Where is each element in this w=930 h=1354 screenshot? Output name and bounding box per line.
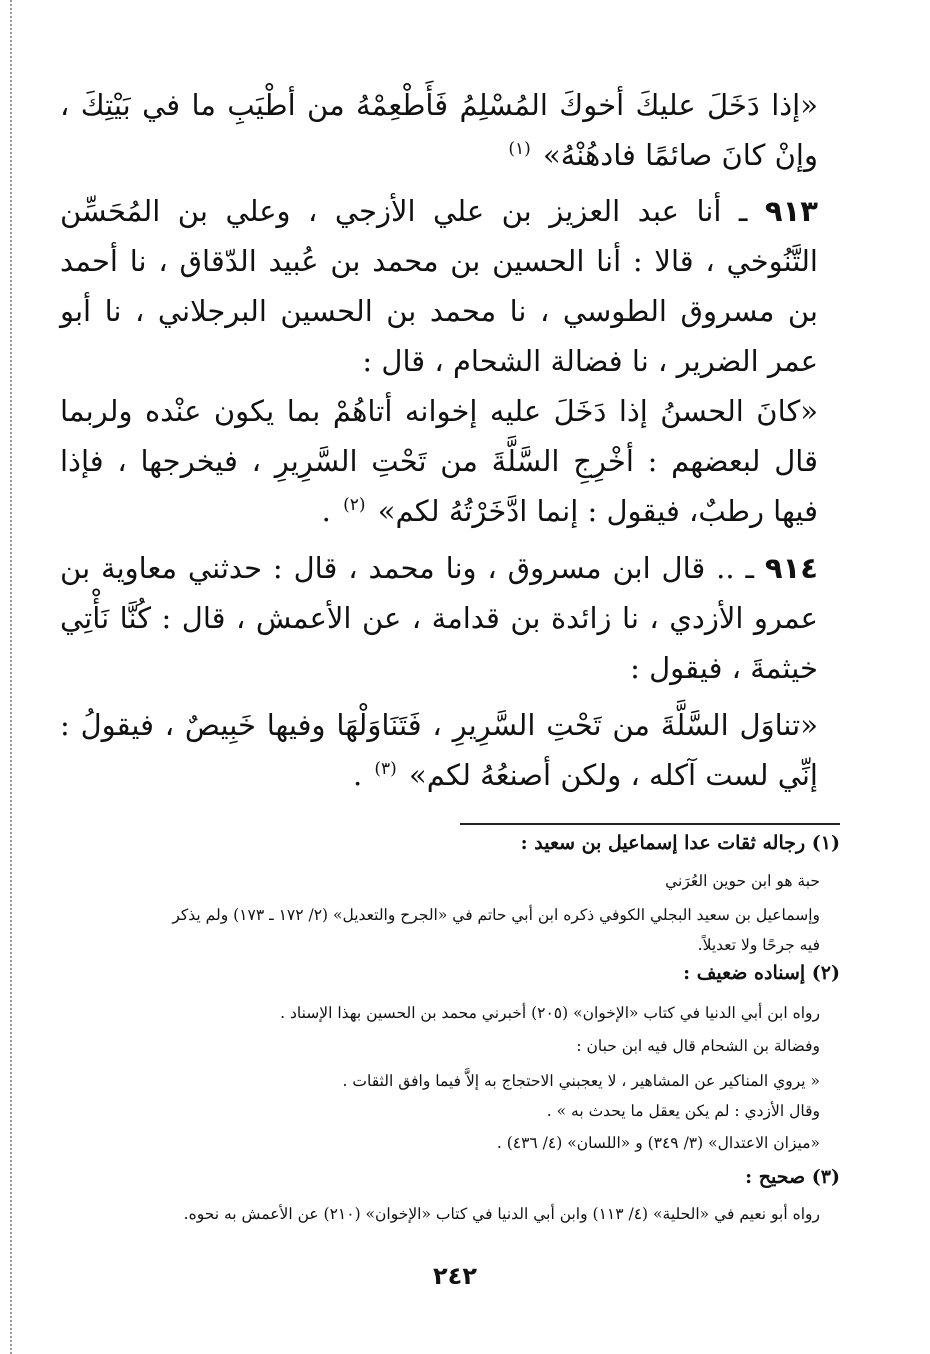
footnote-3-heading: (٣) صحيح : [745,1166,840,1188]
footnote-1-line-3: فيه جرحًا ولا تعديلاً. [697,936,820,954]
quote-paragraph-2 [60,386,818,536]
quote-1-text: «إذا دَخَلَ عليكَ أخوكَ المُسْلِمُ فَأَطْعِمْهُ من أطْيَبِ ما في بَيْتِكَ ، وإنْ كانَ صائمًا فادهُنْهُ» [60,88,818,172]
quote-3-text: «تناوَل السَّلَّةَ من تَحْتِ السَّرِيرِ ، فَتَنَاوَلْهَا وفيها خَبِيصٌ ، فيقولُ : إنِّي لست آكله ، ولكن أصنعُهُ لكم» [60,708,818,792]
footnote-1-line-2: وإسماعيل بن سعيد البجلي الكوفي ذكره ابن أبي حاتم في «الجرح والتعديل» (٢/ ١٧٢ ـ ١٧٣) ولم يذكر [172,906,820,924]
footnote-2-line-1: رواه ابن أبي الدنيا في كتاب «الإخوان» (٢٠٥) أخبرني محمد بن الحسين بهذا الإسناد . [280,1004,820,1022]
page-number: ٢٤٢ [433,1262,477,1290]
narration-number-914: ٩١٤ [764,551,819,585]
narration-913-text: ـ أنا عبد العزيز بن علي الأزجي ، وعلي بن المُحَسِّن التَّنُوخي ، قالا : أنا الحسين بن محمد بن عُبيد الدّقاق ، نا أحمد بن مسروق الطوسي ، نا محمد بن الحسين البرجلاني ، نا أبو عمر الضرير ، نا فضالة الشحام ، قال : [60,194,818,378]
quote-2-text: «كانَ الحسنُ إذا دَخَلَ عليه إخوانه أتاهُمْ بما يكون عنْده ولربما قال لبعضهم : أخْرِجِ السَّلَّةَ من تَحْتِ السَّرِيرِ ، فيخرجها ، فإذا فيها رطبٌ، فيقول : إنما ادَّخَرْتُهُ لكم» [60,394,818,528]
narration-914 [60,543,818,693]
narration-914-text: ـ .. قال ابن مسروق ، ونا محمد ، قال : حدثني معاوية بن عمرو الأزدي ، نا زائدة بن قدامة ، عن الأعمش ، قال : كُنَّا نَأْتِي خيثمةَ ، فيقول : [60,551,818,685]
footnote-2-heading: (٢) إسناده ضعيف : [683,962,840,984]
narration-number-913: ٩١٣ [764,194,819,228]
narration-913 [60,186,818,386]
footnote-2-line-3: « يروي المناكير عن المشاهير ، لا يعجبني الاحتجاج به إلاَّ فيما وافق الثقات . [342,1072,820,1090]
footnote-3-line-1: رواه أبو نعيم في «الحلية» (٤/ ١١٣) وابن أبي الدنيا في كتاب «الإخوان» (٢١٠) عن الأعمش به نحوه. [183,1205,820,1223]
quote-3-end: . [352,758,363,792]
footnote-2-line-5: «ميزان الاعتدال» (٣/ ٣٤٩) و «اللسان» (٤/ ٤٣٦) . [496,1134,820,1152]
footnote-1-line-1: حبة هو ابن حوين العُرَني [665,872,820,890]
footnote-ref-1: (١) [508,139,531,160]
footnote-ref-2: (٢) [343,495,366,516]
footnote-2-line-2: وفضالة بن الشحام قال فيه ابن حبان : [576,1037,820,1055]
footnote-1-heading: (١) رجاله ثقات عدا إسماعيل بن سعيد : [520,832,840,854]
footnote-2-line-4: وقال الأزدي : لم يكن يعقل ما يحدث به » . [546,1102,820,1120]
footnote-ref-3: (٣) [374,759,397,780]
footnotes [80,832,840,1242]
quote-paragraph-1 [60,80,818,180]
footnote-separator [460,823,840,825]
quote-paragraph-3 [60,700,818,800]
scan-edge-rule [10,0,12,1354]
quote-2-end: . [321,494,331,528]
